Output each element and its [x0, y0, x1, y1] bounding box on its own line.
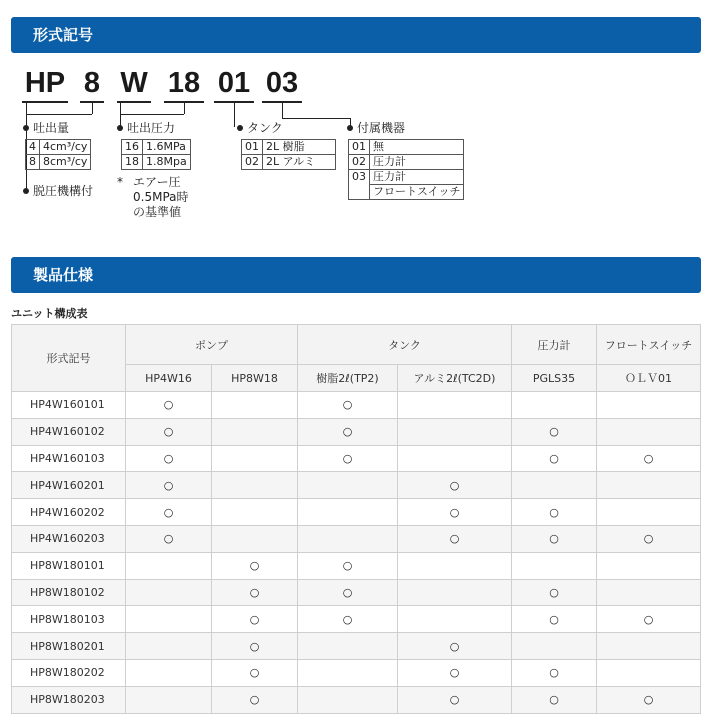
- code-part-pressure: 18: [167, 67, 201, 99]
- discharge-label: 吐出量: [33, 121, 70, 135]
- code-part-accessory: 03: [265, 67, 299, 99]
- note-line: エアー圧: [133, 175, 181, 189]
- mark-cell: [126, 659, 212, 686]
- mark-cell: ○: [126, 418, 212, 445]
- mark-cell: ○: [398, 525, 512, 552]
- table-row: [12, 525, 701, 552]
- code-part-series: HP: [24, 67, 66, 99]
- mark-cell: [212, 445, 298, 472]
- option-value: 圧力計: [370, 155, 464, 170]
- mark-cell: ○: [398, 633, 512, 660]
- mark-cell: ○: [298, 579, 398, 606]
- mark-cell: ○: [512, 686, 597, 713]
- mark-cell: [298, 686, 398, 713]
- mark-cell: [597, 499, 701, 526]
- code-part-discharge: 8: [83, 67, 101, 99]
- code-part-type: W: [120, 67, 148, 99]
- option-value: 2L 樹脂: [263, 140, 336, 155]
- mark-cell: ○: [212, 606, 298, 633]
- subheader: アルミ2ℓ(TC2D): [398, 365, 512, 392]
- subheader: 樹脂2ℓ(TP2): [298, 365, 398, 392]
- mark-cell: ○: [398, 499, 512, 526]
- mark-cell: ○: [126, 392, 212, 419]
- option-code: 8: [26, 155, 40, 170]
- table-row: [12, 445, 701, 472]
- mark-cell: [212, 472, 298, 499]
- connector-line: [92, 103, 93, 114]
- note-line: 0.5MPa時: [133, 190, 189, 204]
- mark-cell: ○: [398, 686, 512, 713]
- mark-cell: ○: [597, 445, 701, 472]
- discharge-options: [25, 139, 91, 170]
- option-code: 02: [242, 155, 263, 170]
- mark-cell: [597, 579, 701, 606]
- model-cell: HP4W160101: [12, 392, 126, 419]
- mark-cell: ○: [597, 525, 701, 552]
- mark-cell: [298, 659, 398, 686]
- header-tank: タンク: [298, 325, 512, 365]
- note-mark: *: [117, 175, 123, 189]
- mark-cell: ○: [212, 659, 298, 686]
- mark-cell: [597, 392, 701, 419]
- option-code: 18: [122, 155, 143, 170]
- mark-cell: [512, 633, 597, 660]
- table-row: [12, 633, 701, 660]
- mark-cell: [212, 499, 298, 526]
- table-row: [12, 392, 701, 419]
- option-code: 16: [122, 140, 143, 155]
- model-cell: HP8W180102: [12, 579, 126, 606]
- subheader: ＯＬＶ01: [597, 365, 701, 392]
- mark-cell: [298, 472, 398, 499]
- note-line: の基準値: [133, 205, 182, 219]
- option-value: 4cm³/cy: [40, 140, 91, 155]
- mark-cell: [597, 418, 701, 445]
- bullet-dot: [23, 125, 29, 131]
- mark-cell: [398, 445, 512, 472]
- code-part-tank: 01: [217, 67, 251, 99]
- table-row: [12, 659, 701, 686]
- mark-cell: [298, 633, 398, 660]
- model-cell: HP4W160202: [12, 499, 126, 526]
- mark-cell: ○: [512, 499, 597, 526]
- mark-cell: ○: [126, 445, 212, 472]
- option-value: 1.8Mpa: [143, 155, 191, 170]
- mark-cell: [398, 552, 512, 579]
- mark-cell: ○: [597, 606, 701, 633]
- connector-line: [184, 103, 185, 114]
- section-title-specs: [11, 257, 701, 293]
- mark-cell: [597, 552, 701, 579]
- mark-cell: ○: [512, 606, 597, 633]
- bullet-dot: [23, 188, 29, 194]
- mark-cell: [597, 472, 701, 499]
- mark-cell: ○: [512, 445, 597, 472]
- model-cell: HP4W160201: [12, 472, 126, 499]
- pressure-options: [121, 139, 191, 170]
- mark-cell: [398, 418, 512, 445]
- underline: [22, 101, 68, 103]
- pressure-note: [133, 175, 189, 220]
- model-cell: HP4W160102: [12, 418, 126, 445]
- option-value: 2L アルミ: [263, 155, 336, 170]
- header-pump: ポンプ: [126, 325, 298, 365]
- table-title: ユニット構成表: [11, 307, 88, 320]
- section-title-text: 製品仕様: [33, 266, 94, 284]
- model-cell: HP8W180101: [12, 552, 126, 579]
- mark-cell: ○: [298, 606, 398, 633]
- mark-cell: [126, 686, 212, 713]
- connector-line: [282, 103, 283, 118]
- mark-cell: [212, 392, 298, 419]
- mark-cell: ○: [212, 686, 298, 713]
- mark-cell: ○: [398, 659, 512, 686]
- table-row: [12, 579, 701, 606]
- mark-cell: ○: [398, 472, 512, 499]
- option-value: 無: [370, 140, 464, 155]
- mark-cell: [512, 472, 597, 499]
- accessory-options: [348, 139, 464, 200]
- mark-cell: [126, 606, 212, 633]
- model-cell: HP8W180201: [12, 633, 126, 660]
- option-value: 圧力計: [370, 170, 464, 185]
- subheader: HP8W18: [212, 365, 298, 392]
- mark-cell: ○: [126, 472, 212, 499]
- unit-configuration-table: [11, 324, 701, 714]
- model-cell: HP8W180202: [12, 659, 126, 686]
- model-cell: HP4W160103: [12, 445, 126, 472]
- mark-cell: ○: [212, 633, 298, 660]
- accessory-label: 付属機器: [357, 121, 406, 135]
- mark-cell: [298, 499, 398, 526]
- pressure-label: 吐出圧力: [127, 121, 176, 135]
- mark-cell: ○: [126, 499, 212, 526]
- header-gauge: 圧力計: [512, 325, 597, 365]
- table-row: [12, 606, 701, 633]
- mark-cell: ○: [298, 445, 398, 472]
- mark-cell: [597, 633, 701, 660]
- mark-cell: ○: [126, 525, 212, 552]
- mark-cell: [212, 418, 298, 445]
- mechanism-label: 脱圧機構付: [33, 184, 94, 198]
- mark-cell: [512, 552, 597, 579]
- connector-line: [234, 103, 235, 127]
- option-code: 01: [242, 140, 263, 155]
- mark-cell: [298, 525, 398, 552]
- table-body: [12, 392, 701, 714]
- underline: [117, 101, 151, 103]
- table-row: [12, 499, 701, 526]
- subheader: HP4W16: [126, 365, 212, 392]
- mark-cell: ○: [298, 552, 398, 579]
- mark-cell: ○: [512, 579, 597, 606]
- table-row: [12, 686, 701, 713]
- option-code: 02: [349, 155, 370, 170]
- option-code: 01: [349, 140, 370, 155]
- model-cell: HP4W160203: [12, 525, 126, 552]
- mark-cell: ○: [512, 659, 597, 686]
- mark-cell: ○: [212, 579, 298, 606]
- bullet-dot: [347, 125, 353, 131]
- option-code: 03: [349, 170, 370, 200]
- connector-line: [120, 114, 184, 115]
- bullet-dot: [117, 125, 123, 131]
- mark-cell: [597, 659, 701, 686]
- mark-cell: ○: [298, 392, 398, 419]
- option-value: 8cm³/cy: [40, 155, 91, 170]
- mark-cell: [212, 525, 298, 552]
- mark-cell: [126, 552, 212, 579]
- mark-cell: ○: [212, 552, 298, 579]
- connector-line: [282, 118, 350, 119]
- connector-line: [26, 114, 92, 115]
- option-value: 1.6MPa: [143, 140, 191, 155]
- mark-cell: [126, 633, 212, 660]
- mark-cell: ○: [298, 418, 398, 445]
- option-code: 4: [26, 140, 40, 155]
- mark-cell: ○: [512, 418, 597, 445]
- section-title-text: 形式記号: [33, 26, 94, 44]
- model-cell: HP8W180203: [12, 686, 126, 713]
- mark-cell: [398, 606, 512, 633]
- mark-cell: [398, 392, 512, 419]
- subheader: PGLS35: [512, 365, 597, 392]
- section-title-model-code: [11, 17, 701, 53]
- mark-cell: [126, 579, 212, 606]
- mark-cell: [512, 392, 597, 419]
- tank-label: タンク: [247, 121, 283, 135]
- mark-cell: ○: [597, 686, 701, 713]
- header-float-switch: フロートスイッチ: [597, 325, 701, 365]
- model-cell: HP8W180103: [12, 606, 126, 633]
- option-value-extra: フロートスイッチ: [370, 185, 464, 200]
- table-row: [12, 418, 701, 445]
- bullet-dot: [237, 125, 243, 131]
- tank-options: [241, 139, 336, 170]
- mark-cell: ○: [512, 525, 597, 552]
- table-row: [12, 472, 701, 499]
- mark-cell: [398, 579, 512, 606]
- header-model: 形式記号: [12, 325, 126, 392]
- table-row: [12, 552, 701, 579]
